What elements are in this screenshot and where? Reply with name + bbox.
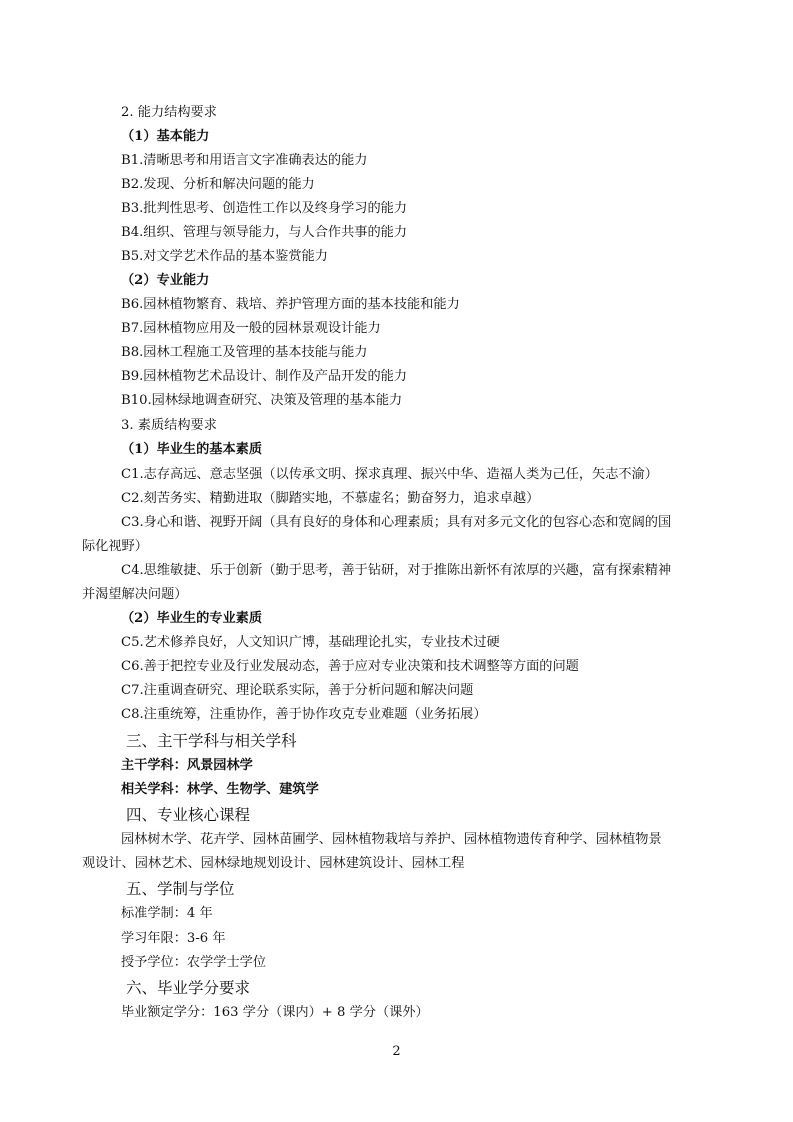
subheading-professional-ability: （2）专业能力 xyxy=(121,273,210,288)
heading-core-courses: 四、专业核心课程 xyxy=(126,806,251,824)
list-item-b5: B5.对文学艺术作品的基本鉴赏能力 xyxy=(121,249,328,264)
list-item-c3-continued: 际化视野） xyxy=(82,539,148,554)
list-item-b3: B3.批判性思考、创造性工作以及终身学习的能力 xyxy=(121,201,408,216)
list-item-c1: C1.志存高远、意志坚强（以传承文明、探求真理、振兴中华、造福人类为己任，矢志不渝） xyxy=(121,467,658,482)
subheading-basic-quality: （1）毕业生的基本素质 xyxy=(121,442,263,457)
list-item-b4: B4.组织、管理与领导能力，与人合作共事的能力 xyxy=(121,225,408,240)
list-item-b7: B7.园林植物应用及一般的园林景观设计能力 xyxy=(121,321,381,336)
list-item-b6: B6.园林植物繁育、栽培、养护管理方面的基本技能和能力 xyxy=(121,297,460,312)
list-item-b1: B1.清晰思考和用语言文字准确表达的能力 xyxy=(121,153,368,168)
list-item-c7: C7.注重调查研究、理论联系实际，善于分析问题和解决问题 xyxy=(121,683,474,698)
list-item-c2: C2.刻苦务实、精勤进取（脚踏实地，不慕虚名；勤奋努力，追求卓越） xyxy=(121,491,540,506)
heading-ability-structure: 2. 能力结构要求 xyxy=(121,105,217,120)
heading-credit-requirements: 六、毕业学分要求 xyxy=(126,979,251,997)
subheading-professional-quality: （2）毕业生的专业素质 xyxy=(121,611,263,626)
list-item-c5: C5.艺术修养良好，人文知识广博，基础理论扎实，专业技术过硬 xyxy=(121,635,500,650)
page-number: 2 xyxy=(392,1044,401,1059)
heading-disciplines: 三、主干学科与相关学科 xyxy=(126,732,297,750)
standard-duration: 标准学制：4 年 xyxy=(121,906,213,921)
list-item-b9: B9.园林植物艺术品设计、制作及产品开发的能力 xyxy=(121,369,408,384)
credit-requirement-text: 毕业额定学分：163 学分（课内）+ 8 学分（课外） xyxy=(121,1005,429,1020)
list-item-b8: B8.园林工程施工及管理的基本技能与能力 xyxy=(121,345,368,360)
core-courses-text-continued: 观设计、园林艺术、园林绿地规划设计、园林建筑设计、园林工程 xyxy=(82,856,465,871)
study-years-range: 学习年限：3-6 年 xyxy=(121,931,226,946)
list-item-c8: C8.注重统筹，注重协作，善于协作攻克专业难题（业务拓展） xyxy=(121,707,487,722)
list-item-c4: C4.思维敏捷、乐于创新（勤于思考，善于钻研，对于推陈出新怀有浓厚的兴趣，富有探索精神 xyxy=(121,563,672,578)
heading-duration-degree: 五、学制与学位 xyxy=(126,880,235,898)
core-courses-text: 园林树木学、花卉学、园林苗圃学、园林植物栽培与养护、园林植物遗传育种学、园林植物景 xyxy=(121,832,662,847)
list-item-b10: B10.园林绿地调查研究、决策及管理的基本能力 xyxy=(121,393,403,408)
heading-quality-structure: 3. 素质结构要求 xyxy=(121,418,217,433)
degree-awarded: 授予学位：农学学士学位 xyxy=(121,955,267,970)
list-item-c6: C6.善于把控专业及行业发展动态，善于应对专业决策和技术调整等方面的问题 xyxy=(121,659,579,674)
related-disciplines: 相关学科：林学、生物学、建筑学 xyxy=(121,782,319,797)
list-item-b2: B2.发现、分析和解决问题的能力 xyxy=(121,177,315,192)
list-item-c4-continued: 并渴望解决问题） xyxy=(82,587,188,602)
list-item-c3: C3.身心和谐、视野开阔（具有良好的身体和心理素质；具有对多元文化的包容心态和宽阔的国 xyxy=(121,515,672,530)
main-discipline: 主干学科：风景园林学 xyxy=(121,758,253,773)
subheading-basic-ability: （1）基本能力 xyxy=(121,129,210,144)
